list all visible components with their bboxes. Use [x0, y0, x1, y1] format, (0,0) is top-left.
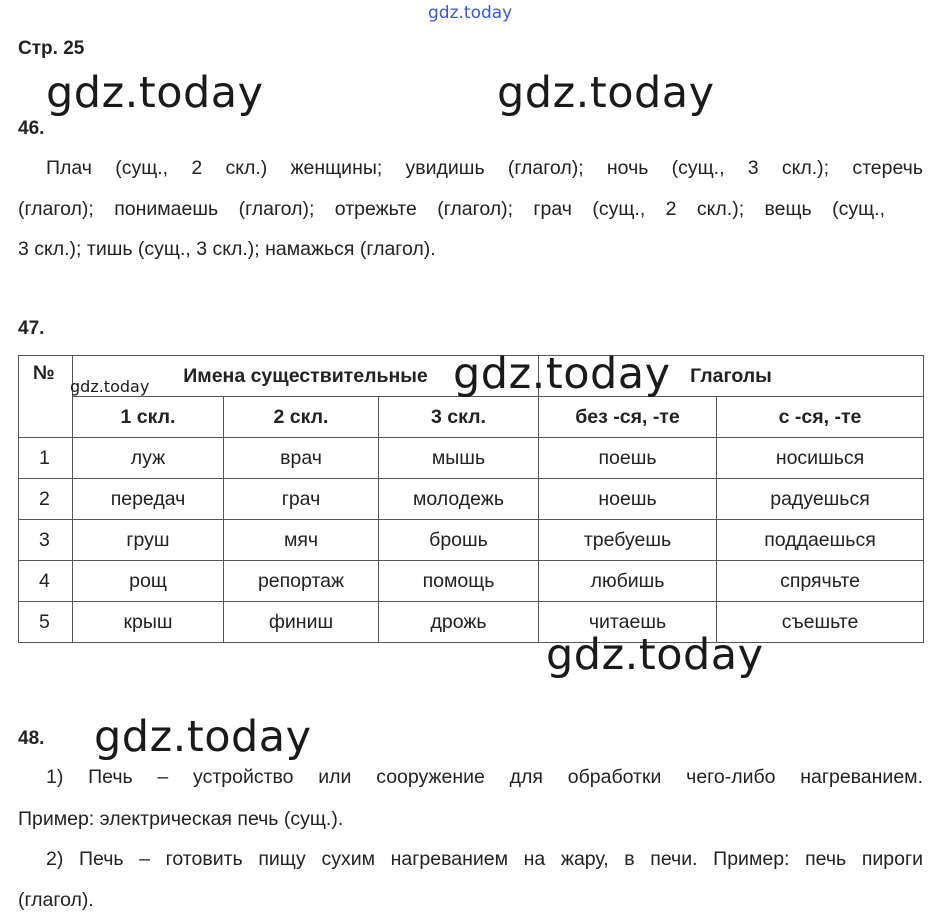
- table-cell: груш: [73, 520, 224, 561]
- table-cell: дрожь: [379, 602, 539, 643]
- table-row: [19, 479, 924, 520]
- table-row: [19, 520, 924, 561]
- task48-line-1: 1) Печь – устройство или сооружение для обработки чего-либо нагреванием.: [46, 766, 923, 788]
- table-cell: брошь: [379, 520, 539, 561]
- table-cell: ноешь: [539, 479, 717, 520]
- watermark: gdz.today: [453, 349, 671, 399]
- watermark: gdz.today: [546, 630, 764, 680]
- page-number: Стр. 25: [18, 38, 85, 59]
- task48-line-2: Пример: электрическая печь (сущ.).: [18, 808, 344, 830]
- header-nouns: Имена существительные: [73, 356, 539, 397]
- table-cell: молодежь: [379, 479, 539, 520]
- table-cell: поддаешься: [717, 520, 924, 561]
- table-cell: мышь: [379, 438, 539, 479]
- watermark-top: gdz.today: [428, 3, 513, 23]
- table-cell: читаешь: [539, 602, 717, 643]
- subheader-2-decl: 2 скл.: [224, 397, 379, 438]
- table-cell: врач: [224, 438, 379, 479]
- row-number: 2: [19, 479, 73, 520]
- table-cell: поешь: [539, 438, 717, 479]
- table-cell: грач: [224, 479, 379, 520]
- table-cell: любишь: [539, 561, 717, 602]
- task46-line-2: (глагол); понимаешь (глагол); отрежьте (глагол); грач (сущ., 2 скл.); вещь (сущ.,: [18, 198, 885, 220]
- table-cell: съешьте: [717, 602, 924, 643]
- task-number-48: 48.: [18, 728, 45, 749]
- table-cell: мяч: [224, 520, 379, 561]
- subheader-with-sya: с -ся, -те: [717, 397, 924, 438]
- table-cell: передач: [73, 479, 224, 520]
- task46-line-1: Плач (сущ., 2 скл.) женщины; увидишь (глагол); ночь (сущ., 3 скл.); стеречь: [46, 157, 923, 179]
- task-number-46: 46.: [18, 118, 45, 139]
- task46-line-3: 3 скл.); тишь (сущ., 3 скл.); намажься (глагол).: [18, 238, 436, 260]
- row-number: 3: [19, 520, 73, 561]
- table-row: [19, 438, 924, 479]
- table-subheader-row: [19, 397, 924, 438]
- table-cell: радуешься: [717, 479, 924, 520]
- task-number-47: 47.: [18, 318, 45, 339]
- row-number: 4: [19, 561, 73, 602]
- watermark: gdz.today: [46, 68, 264, 118]
- header-verbs: Глаголы: [539, 356, 924, 397]
- table-cell: помощь: [379, 561, 539, 602]
- subheader-3-decl: 3 скл.: [379, 397, 539, 438]
- subheader-1-decl: 1 скл.: [73, 397, 224, 438]
- table-cell: крыш: [73, 602, 224, 643]
- row-number: 5: [19, 602, 73, 643]
- table-row: [19, 602, 924, 643]
- table-cell: репортаж: [224, 561, 379, 602]
- subheader-without-sya: без -ся, -те: [539, 397, 717, 438]
- table-cell: финиш: [224, 602, 379, 643]
- row-number: 1: [19, 438, 73, 479]
- watermark-small: gdz.today: [70, 377, 150, 396]
- table-cell: луж: [73, 438, 224, 479]
- watermark: gdz.today: [497, 68, 715, 118]
- task48-line-4: (глагол).: [18, 889, 94, 911]
- table-row: [19, 561, 924, 602]
- table-cell: спрячьте: [717, 561, 924, 602]
- header-number: №: [19, 356, 73, 438]
- task48-line-3: 2) Печь – готовить пищу сухим нагреванием на жару, в печи. Пример: печь пироги: [46, 848, 923, 870]
- watermark: gdz.today: [94, 712, 312, 762]
- table-cell: рощ: [73, 561, 224, 602]
- table-cell: требуешь: [539, 520, 717, 561]
- table-cell: носишься: [717, 438, 924, 479]
